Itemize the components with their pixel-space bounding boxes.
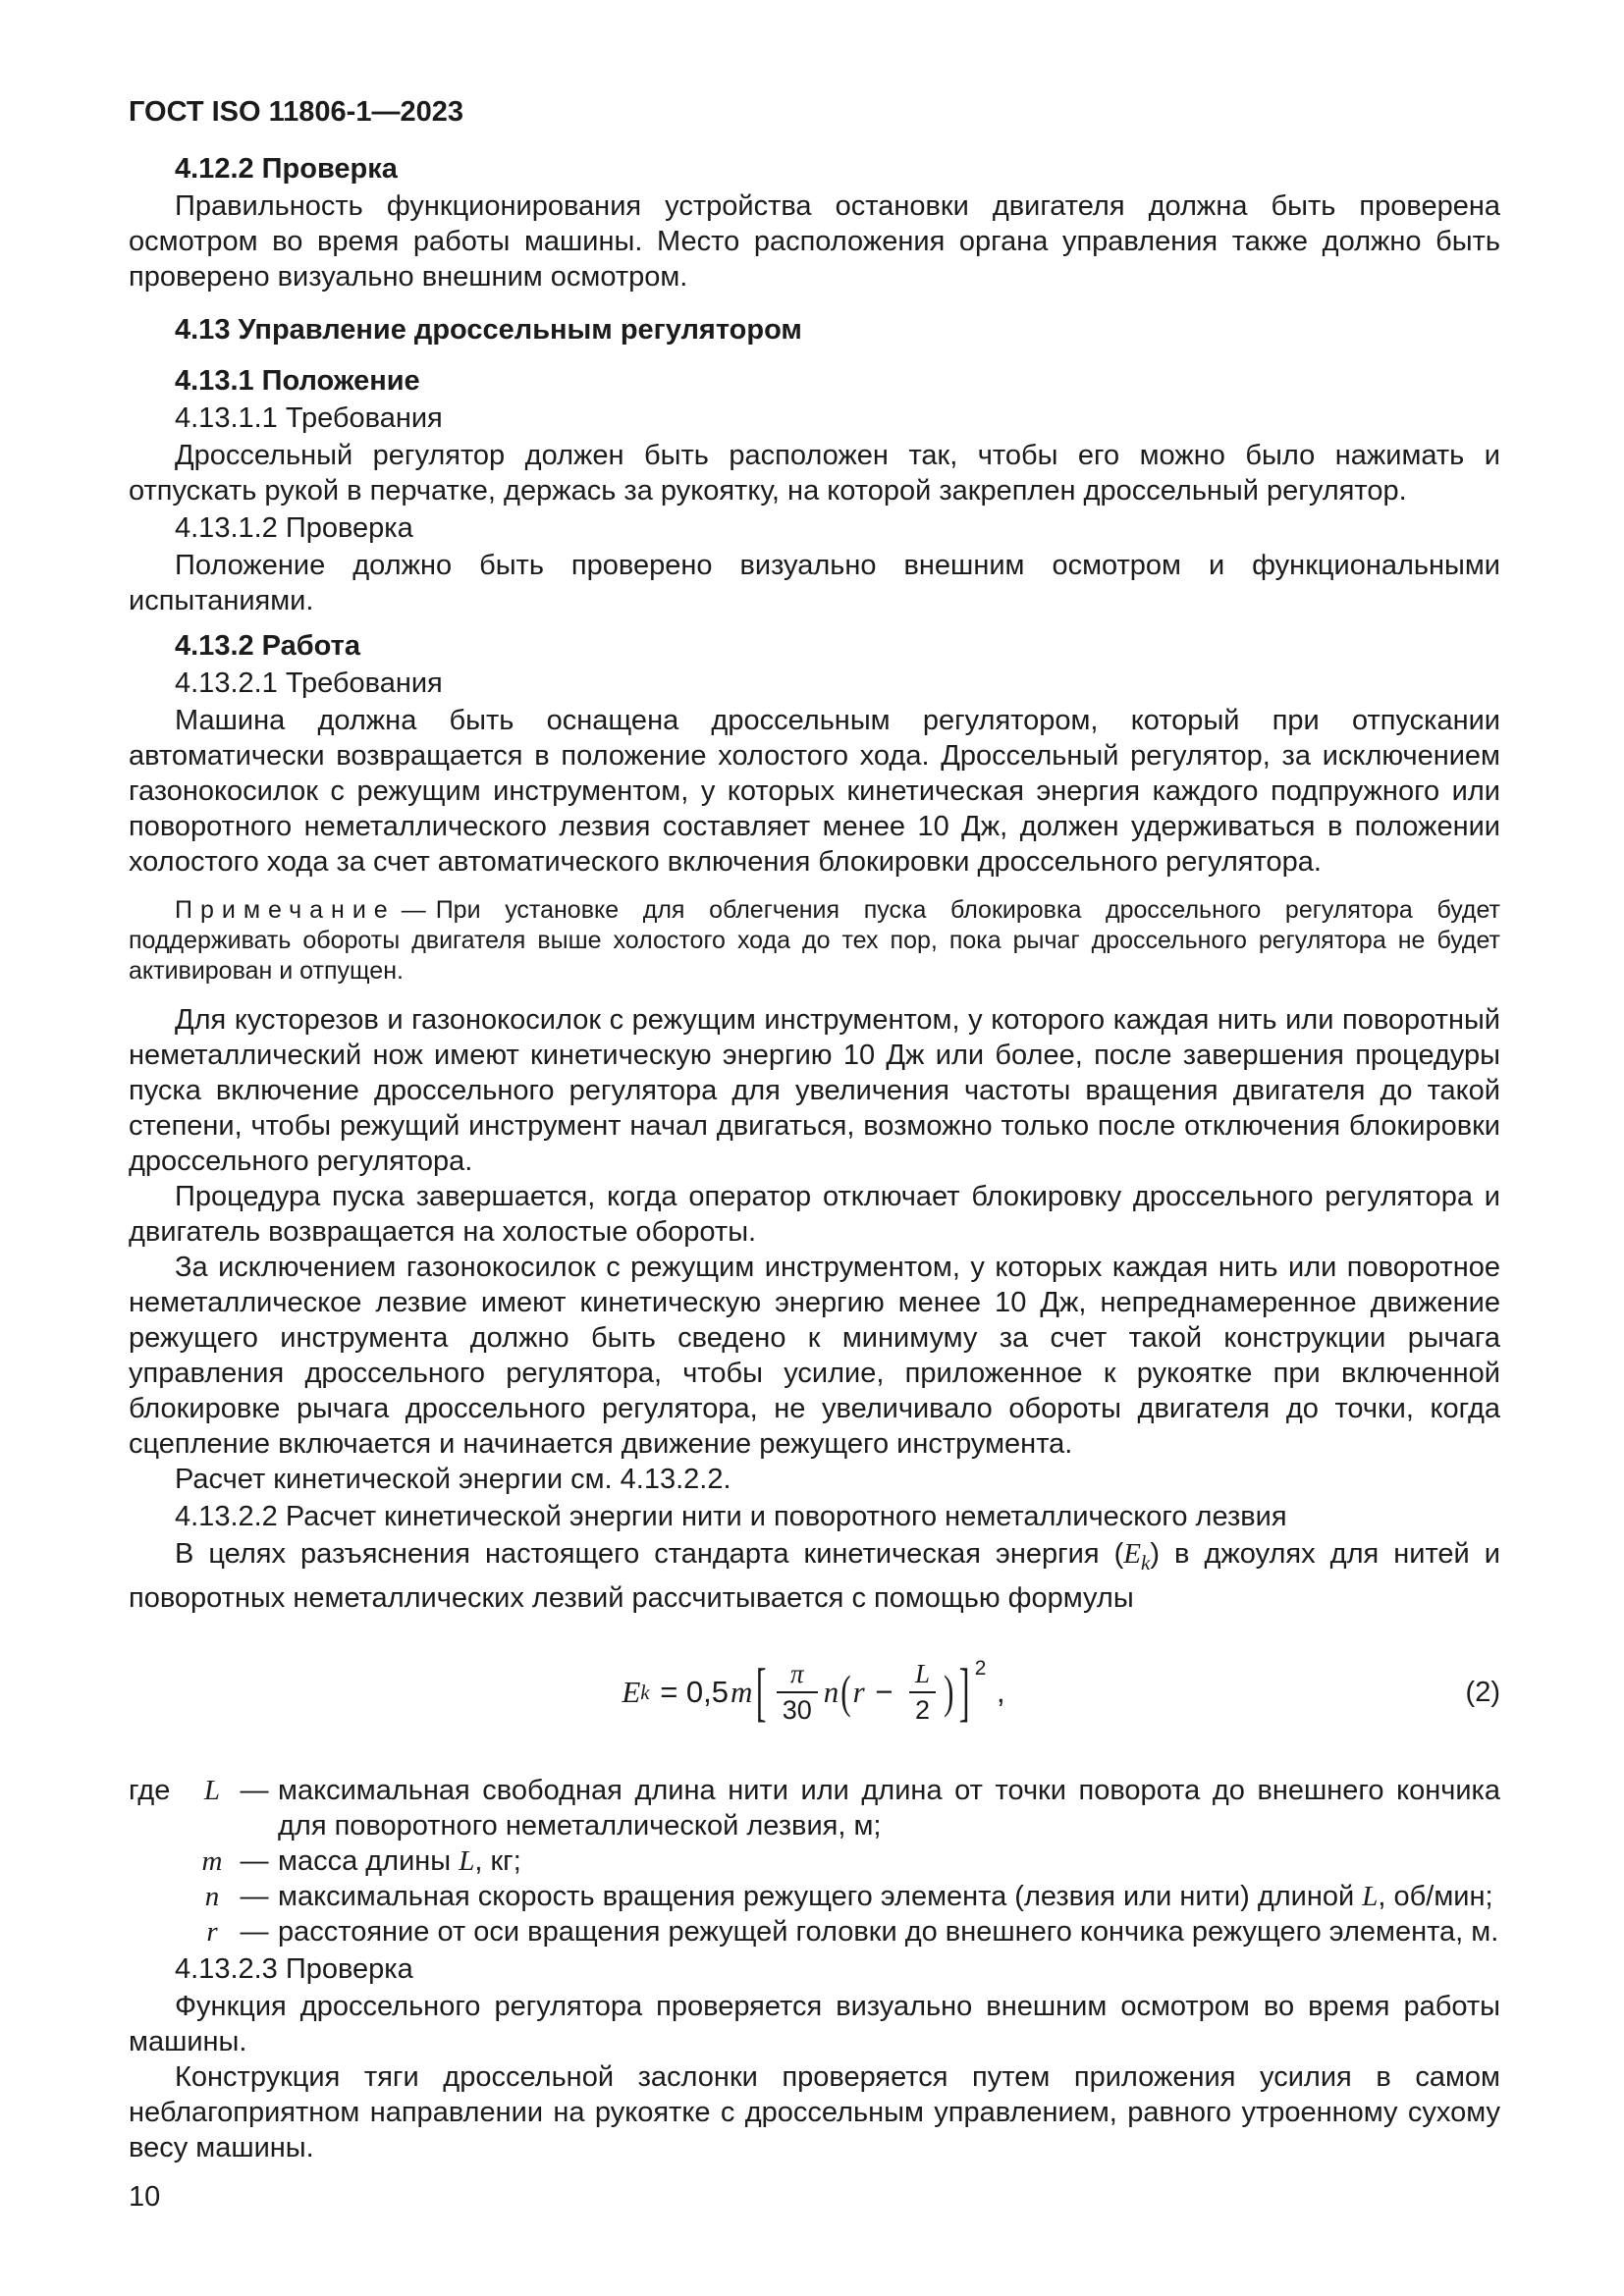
doc-header xyxy=(129,94,1500,130)
var-n: n xyxy=(823,1674,839,1709)
doc-code: ГОСТ ISO 11806-1—2023 xyxy=(129,96,463,128)
sub-k-inline: k xyxy=(1141,1550,1151,1575)
where-text-m xyxy=(278,1843,1500,1879)
where-dash: — xyxy=(240,1880,269,1912)
heading-4-12-2: 4.12.2 Проверка xyxy=(175,153,398,185)
where-item-L xyxy=(129,1773,1500,1843)
sub-k: k xyxy=(640,1680,650,1704)
where-item-m xyxy=(129,1843,1500,1879)
note-text: При установке для облегчения пуска блокировка дроссельного регулятора будет поддерживать обороты двигателя выше холостого хода до тех пор, пока рычаг дроссельного регулятора не будет активирован и отпущен. xyxy=(129,896,1500,985)
paragraph-4-13-2-1-e: Расчет кинетической энергии см. 4.13.2.2. xyxy=(175,1464,731,1495)
fraction-pi-30 xyxy=(777,1660,818,1724)
var-m: m xyxy=(731,1674,753,1709)
where-intro: где xyxy=(129,1774,171,1806)
var-E-inline: E xyxy=(1123,1538,1141,1570)
formula-block xyxy=(129,1645,1500,1739)
minus-op: − xyxy=(866,1674,902,1709)
where-dash: — xyxy=(240,1774,269,1806)
bracket-right: ] xyxy=(959,1654,970,1729)
bracket-left: [ xyxy=(756,1654,768,1729)
heading-4-13-2-2: 4.13.2.2 Расчет кинетической энергии нити и поворотного неметаллического лезвия xyxy=(175,1501,1287,1532)
var-L-inline: L xyxy=(459,1844,475,1877)
heading-4-13: 4.13 Управление дроссельным регулятором xyxy=(175,314,802,346)
where-text-part: масса длины xyxy=(278,1844,460,1877)
note-label: Примечание xyxy=(175,896,396,924)
paragraph-4-13-2-1-c: Процедура пуска завершается, когда оператор отключает блокировку дроссельного регулятора и двигатель возвращается на холостые обороты. xyxy=(129,1181,1500,1248)
where-symbol-n: n xyxy=(204,1880,220,1912)
note-dash: — xyxy=(401,896,426,924)
where-text-part: , кг; xyxy=(474,1844,521,1877)
paragraph-4-13-1-1: Дроссельный регулятор должен быть расположен так, чтобы его можно было нажимать и отпускать рукой в перчатке, держась за рукоятку, на которой закреплен дроссельный регулятор. xyxy=(129,440,1500,507)
paren-right: ) xyxy=(944,1664,954,1719)
heading-4-13-1-1: 4.13.1.1 Требования xyxy=(175,402,443,434)
where-text-part: максимальная скорость вращения режущего элемента (лезвия или нити) длиной xyxy=(278,1880,1363,1912)
paragraph-4-13-2-3-b: Конструкция тяги дроссельной заслонки проверяется путем приложения усилия в самом неблагоприятном направлении на рукоятке с дроссельным управлением, равного утроенному сухому весу машины. xyxy=(129,2060,1500,2163)
where-symbol-m: m xyxy=(201,1844,223,1877)
where-spacer xyxy=(129,1914,193,1949)
formula-intro-text-pre: В целях разъяснения настоящего стандарта кинетическая энергия ( xyxy=(175,1538,1124,1570)
fraction-denominator-2: 2 xyxy=(909,1691,936,1724)
where-item-n xyxy=(129,1879,1500,1914)
fraction-numerator-pi: π xyxy=(790,1659,804,1689)
where-spacer xyxy=(129,1879,193,1914)
equals-op: = 0,5 xyxy=(651,1674,730,1709)
paren-left: ( xyxy=(840,1664,851,1719)
heading-4-13-1: 4.13.1 Положение xyxy=(175,365,420,397)
var-L-inline: L xyxy=(1362,1880,1379,1912)
var-E: E xyxy=(622,1674,641,1709)
fraction-denominator-30: 30 xyxy=(777,1691,818,1724)
formula-kinetic-energy xyxy=(622,1654,1006,1729)
paragraph-4-13-2-1-b: Для кусторезов и газонокосилок с режущим инструментом, у которого каждая нить или поворотный неметаллический нож имеют кинетическую энергию 10 Дж или более, после завершения процедуры пуска включение дроссельного регулятора для увеличения частоты вращения двигателя до такой степени, чтобы режущий инструмент начал двигаться, возможно только после отключения блокировки дроссельного регулятора. xyxy=(129,1004,1500,1177)
paragraph-4-13-2-1-a: Машина должна быть оснащена дроссельным регулятором, который при отпускании автоматически возвращается в положение холостого хода. Дроссельный регулятор, за исключением газонокосилок с режущим инструментом, у которых кинетическая энергия каждого подпружного или поворотного неметаллического лезвия составляет менее 10 Дж, должен удерживаться в положении холостого хода за счет автоматического включения блокировки дроссельного регулятора. xyxy=(129,705,1500,878)
where-text-r: расстояние от оси вращения режущей головки до внешнего кончика режущего элемента, м. xyxy=(278,1915,1499,1948)
where-text-n xyxy=(278,1879,1500,1914)
where-list xyxy=(129,1773,1500,1949)
page-number: 10 xyxy=(129,2180,161,2213)
note xyxy=(129,895,1500,987)
var-r: r xyxy=(852,1674,865,1709)
where-item-r xyxy=(129,1914,1500,1949)
where-dash: — xyxy=(240,1844,269,1877)
where-dash: — xyxy=(240,1915,269,1948)
formula-intro-text-post: ) в джоулях для нитей и поворотных неметаллических лезвий рассчитывается с помощью формулы xyxy=(129,1538,1500,1614)
fraction-L-2 xyxy=(909,1660,936,1724)
paragraph-4-13-1-2: Положение должно быть проверено визуально внешним осмотром и функциональными испытаниями. xyxy=(129,550,1500,616)
paragraph-formula-intro xyxy=(129,1536,1500,1616)
power-2: 2 xyxy=(974,1656,987,1680)
heading-4-13-2-3: 4.13.2.3 Проверка xyxy=(175,1952,413,1985)
paragraph-4-13-2-3-a: Функция дроссельного регулятора проверяется визуально внешним осмотром во время работы машины. xyxy=(129,1990,1500,2057)
paragraph-4-12-2: Правильность функционирования устройства остановки двигателя должна быть проверена осмотром во время работы машины. Место расположения органа управления также должно быть проверено визуально внешним осмотром. xyxy=(129,190,1500,293)
paragraph-4-13-2-1-d: За исключением газонокосилок с режущим инструментом, у которых каждая нить или поворотное неметаллическое лезвие имеют кинетическую энергию менее 10 Дж, непреднамеренное движение режущего инструмента должно быть сведено к минимуму за счет такой конструкции рычага управления дроссельного регулятора, чтобы усилие, приложенное к рукоятке при включенной блокировке рычага дроссельного регулятора, не увеличивало обороты двигателя до точки, когда сцепление включается и начинается движение режущего инструмента. xyxy=(129,1252,1500,1460)
where-spacer xyxy=(129,1843,193,1879)
where-text-part: , об/мин; xyxy=(1378,1880,1493,1912)
where-symbol-r: r xyxy=(206,1915,218,1948)
heading-4-13-2-1: 4.13.2.1 Требования xyxy=(175,667,443,699)
heading-4-13-2: 4.13.2 Работа xyxy=(175,630,361,662)
equation-number: (2) xyxy=(1465,1676,1500,1708)
formula-comma: , xyxy=(988,1674,1005,1709)
where-text-L: максимальная свободная длина нити или длина от точки поворота до внешнего кончика для поворотного неметаллической лезвия, м; xyxy=(278,1774,1500,1842)
fraction-numerator-L: L xyxy=(915,1659,931,1689)
heading-4-13-1-2: 4.13.1.2 Проверка xyxy=(175,512,413,544)
where-symbol-L: L xyxy=(203,1774,221,1806)
